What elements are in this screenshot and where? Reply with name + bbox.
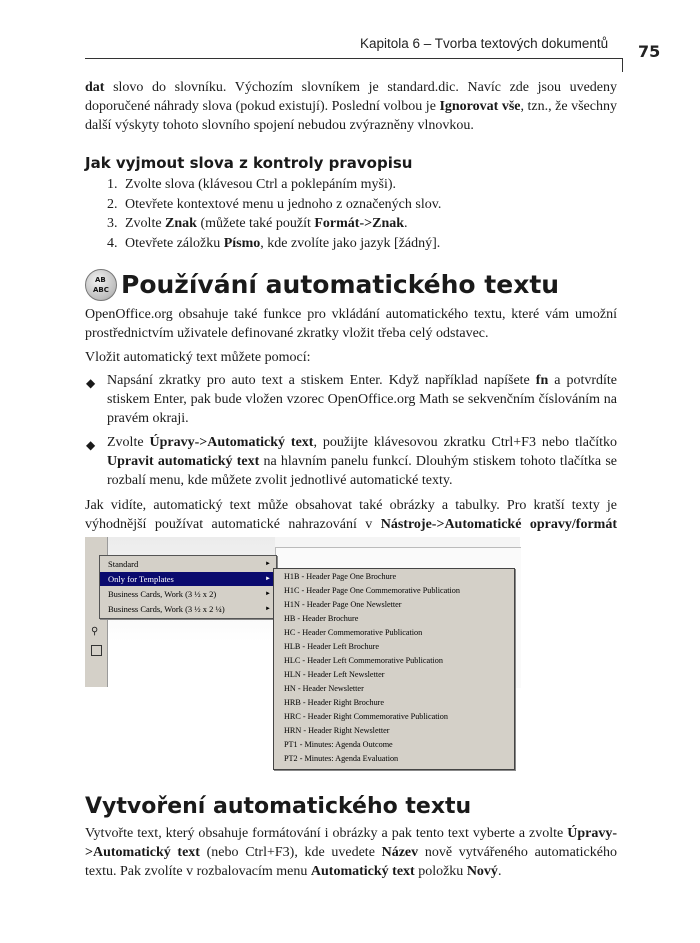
autotext-category-menu <box>99 555 277 619</box>
menu-item-label: Standard <box>108 559 139 569</box>
text-run: Vytvořte text, který obsahuje formátování i obrázky a pak tento text vyberte a zvolte <box>85 826 568 841</box>
steps-list <box>85 175 617 253</box>
text-run: Jak vidíte, automatický text může obsahovat také obrázky a tabulky. Pro kratší texty je výhodnější používat automatické nahrazování v <box>85 498 617 532</box>
menu-item-hln[interactable]: HLN - Header Left Newsletter <box>284 670 385 679</box>
list-item <box>85 234 617 254</box>
section-heading-create-autotext: Vytvoření automatického textu <box>85 794 472 819</box>
text-run: Otevřete kontextové menu u jednoho z označených slov. <box>125 196 442 212</box>
menu-item-hrc[interactable]: HRC - Header Right Commemorative Publication <box>284 712 448 721</box>
bullet-list <box>85 371 617 490</box>
text-run: slovo do slovníku. Výchozím slovníkem je standard.dic. Navíc zde jsou uvedeny doporučené náhrady slova (pokud existují). Poslední volbou je <box>85 80 617 114</box>
menu-item-h1c[interactable]: H1C - Header Page One Commemorative Publication <box>284 586 460 595</box>
menu-item-hn[interactable]: HN - Header Newsletter <box>284 684 364 693</box>
list-item <box>85 195 617 215</box>
autotext-templates-submenu <box>273 568 515 770</box>
intro-paragraph <box>85 78 617 135</box>
bold-term: Formát->Znak <box>314 216 405 231</box>
icon-label: AB <box>95 276 106 284</box>
menu-item-hb[interactable]: HB - Header Brochure <box>284 614 359 623</box>
bold-term: Název <box>381 845 419 860</box>
screenshot-doc-fade <box>275 537 520 547</box>
text-run: (nebo Ctrl+F3), kde uvedete <box>199 845 382 860</box>
text-run: . <box>404 216 408 231</box>
autotext-menu-screenshot <box>85 537 545 772</box>
submenu-arrow-icon: ► <box>265 561 271 567</box>
autotext-icon <box>85 269 117 301</box>
text-run: , použijte klávesovou zkratku Ctrl+F3 nebo tlačítko <box>313 435 617 450</box>
menu-item-hlc[interactable]: HLC - Header Left Commemorative Publication <box>284 656 443 665</box>
text-run: (můžete také použít <box>196 216 315 231</box>
text-run: . <box>497 864 502 879</box>
section-heading-autotext: Používání automatického textu <box>121 270 560 299</box>
bold-term: Úpravy->Automatický text <box>149 435 314 450</box>
text-run: položku <box>414 864 467 879</box>
text-run: Zvolte <box>125 216 166 231</box>
header-rule <box>85 58 622 59</box>
menu-item-label: Only for Templates <box>108 574 174 584</box>
binoculars-icon: ⚲ <box>91 626 99 637</box>
bold-term: Nástroje->Automatické opravy/formát <box>380 517 617 532</box>
bold-term: Automatický text <box>310 864 415 879</box>
paragraph: Vložit automatický text můžete pomocí: <box>85 350 311 365</box>
list-item <box>85 433 617 490</box>
text-run: Zvolte slova (klávesou Ctrl a poklepáním myši). <box>125 177 397 192</box>
section-heading-spellcheck: Jak vyjmout slova z kontroly pravopisu <box>85 154 413 172</box>
running-head: Kapitola 6 – Tvorba textových dokumentů <box>360 36 609 51</box>
menu-item-label: Business Cards, Work (3 ½ x 2) <box>108 589 217 599</box>
section-heading-row <box>85 269 617 303</box>
bold-term: dat <box>85 80 105 95</box>
final-section <box>85 793 617 881</box>
menu-item-pt1[interactable]: PT1 - Minutes: Agenda Outcome <box>284 740 393 749</box>
text-run: Otevřete záložku <box>125 235 224 251</box>
page-content <box>85 78 617 553</box>
text-run: Zvolte <box>107 435 150 450</box>
text-run: Napsání zkratky pro auto text a stiskem Enter. Když například napíšete <box>107 373 536 388</box>
diamond-bullet-icon: ◆ <box>86 438 96 452</box>
page-number: 75 <box>638 42 661 61</box>
paragraph: OpenOffice.org obsahuje také funkce pro vkládání automatického textu, které vám umožní prostřednictvím uživatele definované zkratky vložit třeba celý odstavec. <box>85 307 617 341</box>
menu-item-hrb[interactable]: HRB - Header Right Brochure <box>284 698 385 707</box>
bold-term: Znak <box>165 216 197 231</box>
text-run: nově vytvářeného automatického textu. Pak zvolíte v rozbalovacím menu <box>85 845 617 879</box>
step-number: 4. <box>107 235 118 251</box>
menu-item-h1b[interactable]: H1B - Header Page One Brochure <box>284 572 397 581</box>
text-run: , kde zvolíte jako jazyk [žádný]. <box>260 235 441 251</box>
menu-item-h1n[interactable]: H1N - Header Page One Newsletter <box>284 600 402 609</box>
text-run: na hlavním panelu funkcí. Dlouhým stiskem tohoto tlačítka se rozbalí menu, kde můžete zvolit jednotlivé automatické texty. <box>107 454 617 488</box>
step-number: 1. <box>107 177 118 192</box>
step-number: 3. <box>107 216 118 231</box>
submenu-arrow-icon: ► <box>265 591 271 597</box>
step-number: 2. <box>107 196 118 212</box>
text-run: , tzn., že všechny další výskyty tohoto slovního spojení nebudou zvýrazněny vlnovkou. <box>85 99 617 133</box>
diamond-bullet-icon: ◆ <box>86 376 96 390</box>
menu-item-standard[interactable] <box>100 557 276 571</box>
bold-term: Písmo <box>223 235 261 251</box>
submenu-arrow-icon: ► <box>265 576 271 582</box>
menu-item-business-cards-2[interactable] <box>100 602 276 616</box>
menu-item-business-cards-1[interactable] <box>100 587 276 601</box>
menu-item-pt2[interactable]: PT2 - Minutes: Agenda Evaluation <box>284 754 399 763</box>
navigator-icon <box>91 645 102 656</box>
bold-term: Ignorovat vše <box>439 99 521 114</box>
menu-item-hc[interactable]: HC - Header Commemorative Publication <box>284 628 423 637</box>
list-item <box>85 371 617 428</box>
bold-term: fn <box>535 373 549 388</box>
menu-item-hlb[interactable]: HLB - Header Left Brochure <box>284 642 380 651</box>
bold-term: Upravit automatický text <box>107 454 260 469</box>
bold-term: Úpravy->Automatický text <box>85 826 617 860</box>
list-item <box>85 175 617 195</box>
list-item <box>85 214 617 234</box>
submenu-arrow-icon: ► <box>265 606 271 612</box>
paragraph <box>85 824 617 881</box>
menu-item-hrn[interactable]: HRN - Header Right Newsletter <box>284 726 390 735</box>
text-run: a potvrdíte stiskem Enter, pak bude vložen vzorec OpenOffice.org Math se sekvenčním číslováním na pravém okraji. <box>107 373 618 426</box>
bold-term: Nový <box>466 864 498 879</box>
menu-item-label: Business Cards, Work (3 ½ x 2 ¼) <box>108 604 225 614</box>
icon-label: ABC <box>93 286 109 294</box>
menu-item-only-for-templates[interactable] <box>100 572 276 586</box>
header-rule-tick <box>622 58 623 72</box>
